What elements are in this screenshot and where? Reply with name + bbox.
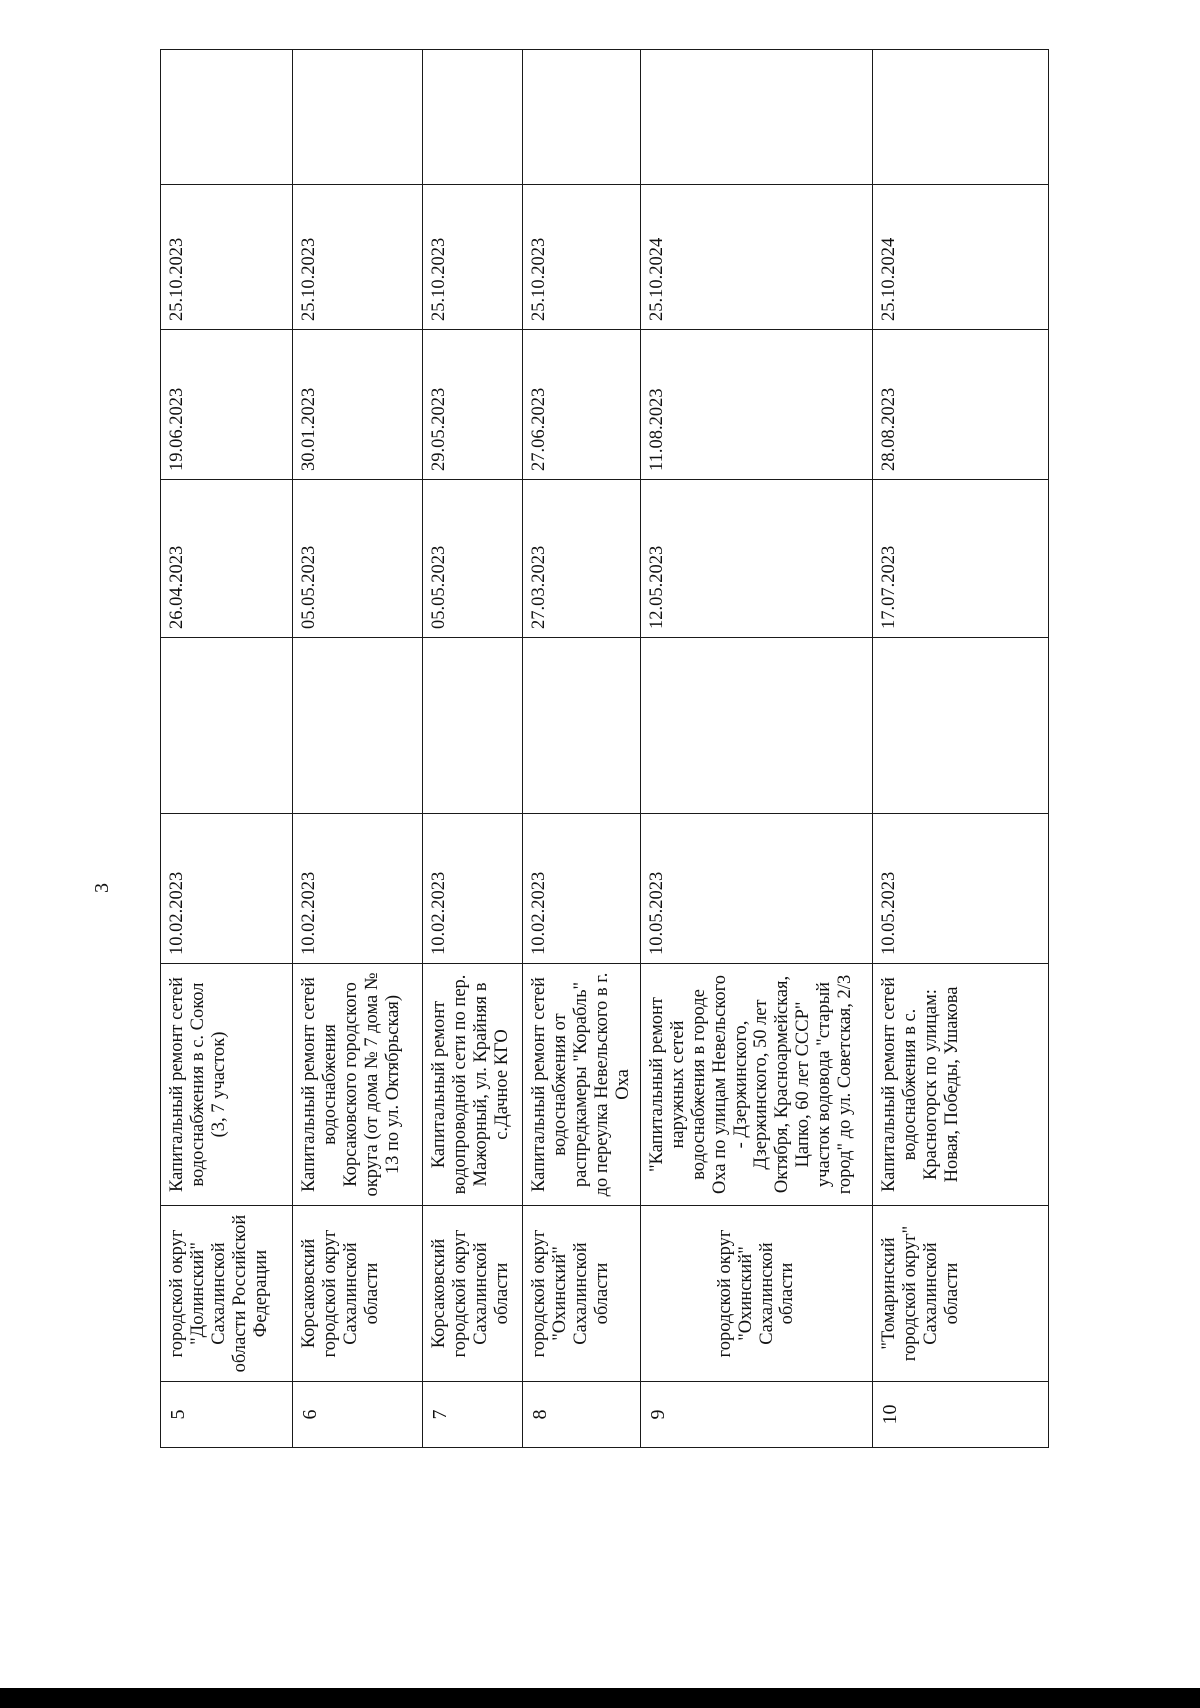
table-row (293, 50, 423, 1448)
date-cell-3: 30.01.2023 (293, 330, 423, 480)
table-row (523, 50, 641, 1448)
date-cell-2: 05.05.2023 (293, 480, 423, 638)
row-number: 6 (293, 1382, 423, 1448)
last-cell (873, 50, 1049, 185)
last-cell (523, 50, 641, 185)
work-description-cell: Капитальный ремонт сетей водоснабжения от распредкамеры "Корабль" до переулка Невельского в г. Оха (523, 964, 641, 1206)
row-number: 8 (523, 1382, 641, 1448)
empty-cell (293, 638, 423, 814)
row-number: 9 (641, 1382, 873, 1448)
date-cell-3: 28.08.2023 (873, 330, 1049, 480)
date-cell-1: 10.05.2023 (873, 814, 1049, 964)
date-cell-3: 29.05.2023 (423, 330, 523, 480)
last-cell (423, 50, 523, 185)
municipality-cell: городской округ "Охинский" Сахалинской области (523, 1206, 641, 1382)
date-cell-2: 27.03.2023 (523, 480, 641, 638)
row-number: 5 (161, 1382, 293, 1448)
empty-cell (523, 638, 641, 814)
data-table (160, 49, 1049, 1448)
row-number: 10 (873, 1382, 1049, 1448)
date-cell-1: 10.02.2023 (293, 814, 423, 964)
municipality-cell: Корсаковский городской округ Сахалинской области (423, 1206, 523, 1382)
work-description-cell: Капитальный ремонт сетей водоснабжения Корсаковского городского округа (от дома № 7 дома № 13 по ул. Октябрьская) (293, 964, 423, 1206)
table-row (423, 50, 523, 1448)
last-cell (293, 50, 423, 185)
date-cell-1: 10.02.2023 (161, 814, 293, 964)
work-description-cell: "Капитальный ремонт наружных сетей водоснабжения в городе Оха по улицам Невельского - Дзержинского, Дзержинского, 50 лет Октября, Красноармейская, Цапко, 60 лет СССР" участок водовода "старый город" до ул. Советская, 2/3 (641, 964, 873, 1206)
table-row (161, 50, 293, 1448)
date-cell-2: 26.04.2023 (161, 480, 293, 638)
page-number: 3 (91, 883, 113, 893)
date-cell-2: 12.05.2023 (641, 480, 873, 638)
date-cell-1: 10.02.2023 (423, 814, 523, 964)
municipality-cell: "Томаринский городской округ" Сахалинской области (873, 1206, 1049, 1382)
date-cell-4: 25.10.2023 (293, 185, 423, 330)
date-cell-2: 05.05.2023 (423, 480, 523, 638)
empty-cell (873, 638, 1049, 814)
rotated-table-wrapper (160, 50, 1048, 1448)
row-number: 7 (423, 1382, 523, 1448)
date-cell-2: 17.07.2023 (873, 480, 1049, 638)
work-description-cell: Капитальный ремонт водопроводной сети по пер. Мажорный, ул. Крайняя в с.Дачное КГО (423, 964, 523, 1206)
date-cell-3: 11.08.2023 (641, 330, 873, 480)
empty-cell (423, 638, 523, 814)
empty-cell (641, 638, 873, 814)
last-cell (161, 50, 293, 185)
date-cell-3: 27.06.2023 (523, 330, 641, 480)
date-cell-1: 10.05.2023 (641, 814, 873, 964)
scan-bottom-edge (0, 1688, 1200, 1708)
date-cell-4: 25.10.2023 (523, 185, 641, 330)
date-cell-4: 25.10.2023 (423, 185, 523, 330)
municipality-cell: городской округ "Охинский" Сахалинской области (641, 1206, 873, 1382)
table-row (641, 50, 873, 1448)
municipality-cell: городской округ "Долинский" Сахалинской области Российской Федерации (161, 1206, 293, 1382)
date-cell-1: 10.02.2023 (523, 814, 641, 964)
date-cell-3: 19.06.2023 (161, 330, 293, 480)
work-description-cell: Капитальный ремонт сетей водоснабжения в с. Красногорск по улицам: Новая, Победы, Ушакова (873, 964, 1049, 1206)
date-cell-4: 25.10.2024 (641, 185, 873, 330)
rotated-table-inner (160, 50, 1048, 1448)
work-description-cell: Капитальный ремонт сетей водоснабжения в с. Сокол (3, 7 участок) (161, 964, 293, 1206)
table-row (873, 50, 1049, 1448)
last-cell (641, 50, 873, 185)
municipality-cell: Корсаковский городской округ Сахалинской области (293, 1206, 423, 1382)
date-cell-4: 25.10.2024 (873, 185, 1049, 330)
empty-cell (161, 638, 293, 814)
date-cell-4: 25.10.2023 (161, 185, 293, 330)
